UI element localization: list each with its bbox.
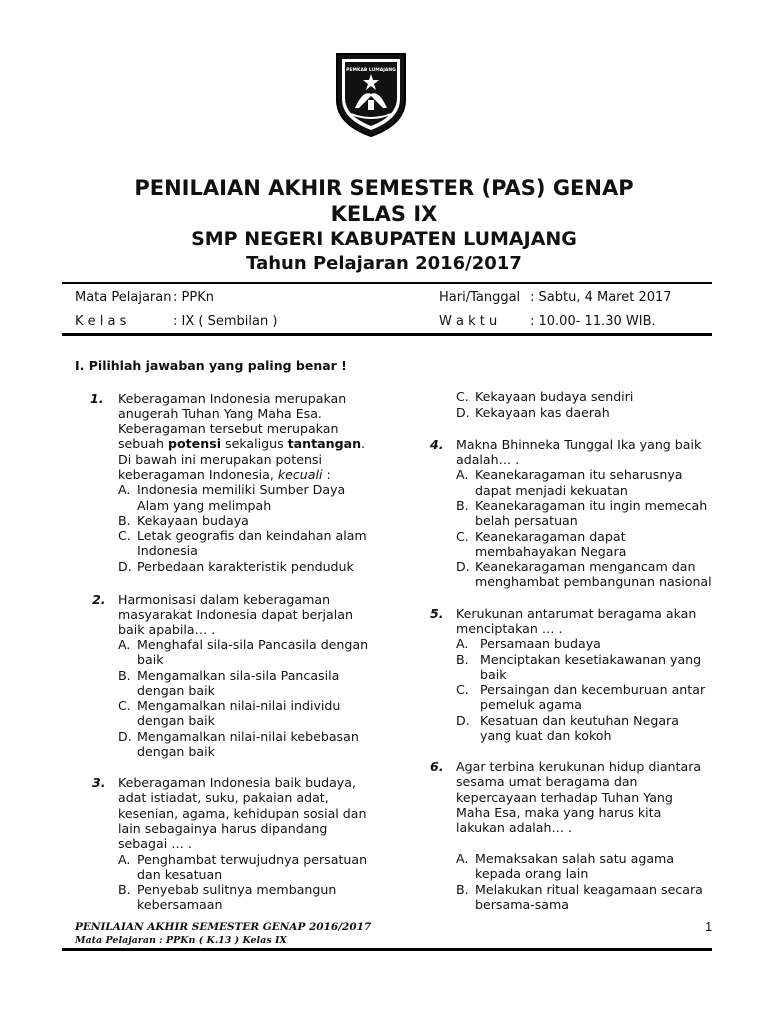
option-label: B. xyxy=(456,882,469,897)
option-label: A. xyxy=(118,852,131,867)
option-text: Kekayaan budaya xyxy=(137,513,249,528)
option-label: B. xyxy=(118,882,131,897)
option-text: Penghambat terwujudnya persatuan xyxy=(137,852,368,867)
option-text: Keanekaragaman itu ingin memecah xyxy=(475,498,708,513)
question-stem-line: adat istiadat, suku, pakaian adat, xyxy=(118,790,329,805)
option-text: Perbedaan karakteristik penduduk xyxy=(137,559,354,574)
option-text: Memaksakan salah satu agama xyxy=(475,851,675,866)
option-label: C. xyxy=(118,528,131,543)
option-label: C. xyxy=(118,698,131,713)
question-stem-line: Kerukunan antarumat beragama akan xyxy=(456,606,697,621)
option-text: dan kesatuan xyxy=(137,867,223,882)
question-stem-line: kesenian, agama, kehidupan sosial dan xyxy=(118,806,367,821)
option-label: C. xyxy=(456,389,469,404)
option-text: yang kuat dan kokoh xyxy=(480,728,612,743)
option-label: D. xyxy=(118,559,132,574)
option-text: Menciptakan kesetiakawanan yang xyxy=(480,652,702,667)
option-text: belah persatuan xyxy=(475,513,578,528)
option-text: Melakukan ritual keagamaan secara xyxy=(475,882,703,897)
year-title: Tahun Pelajaran 2016/2017 xyxy=(246,253,522,274)
question-number: 5. xyxy=(430,606,444,621)
question-stem-line: Agar terbina kerukunan hidup diantara xyxy=(456,759,702,774)
option-label: D. xyxy=(456,713,470,728)
option-label: A. xyxy=(456,636,469,651)
question-stem-line: Maha Esa, maka yang harus kita xyxy=(456,805,662,820)
option-text: dengan baik xyxy=(137,683,215,698)
option-label: A. xyxy=(118,637,131,652)
option-label: A. xyxy=(118,482,131,497)
footer-exam-title: PENILAIAN AKHIR SEMESTER GENAP 2016/2017 xyxy=(75,921,372,933)
subject-label: Mata Pelajaran xyxy=(75,290,172,305)
option-text: Keanekaragaman mengancam dan xyxy=(475,559,696,574)
question-stem-line: Harmonisasi dalam keberagaman xyxy=(118,592,331,607)
question-stem-line: menciptakan … . xyxy=(456,621,563,636)
option-text: baik xyxy=(480,667,507,682)
info-rule xyxy=(62,333,712,336)
time-value: : 10.00- 11.30 WIB. xyxy=(530,314,656,329)
question-stem-line: kepercayaan terhadap Tuhan Yang xyxy=(456,790,673,805)
subject-value: : PPKn xyxy=(173,290,214,305)
option-text: Penyebab sulitnya membangun xyxy=(137,882,337,897)
question-number: 3. xyxy=(92,775,106,790)
option-text: membahayakan Negara xyxy=(475,544,627,559)
option-text: Menghafal sila-sila Pancasila dengan xyxy=(137,637,369,652)
question-stem-line: sesama umat beragama dan xyxy=(456,774,638,789)
option-text: menghambat pembangunan nasional xyxy=(475,574,712,589)
option-text: bersama-sama xyxy=(475,897,569,912)
option-label: C. xyxy=(456,682,469,697)
page-number: 1 xyxy=(705,919,713,934)
footer-subject: Mata Pelajaran : PPKn ( K.13 ) Kelas IX xyxy=(75,935,287,946)
option-text: Letak geografis dan keindahan alam xyxy=(137,528,367,543)
question-stem-line: sebuah potensi sekaligus tantangan. xyxy=(118,436,366,451)
option-label: C. xyxy=(456,529,469,544)
option-text: Persaingan dan kecemburuan antar xyxy=(480,682,706,697)
option-text: Alam yang melimpah xyxy=(137,498,272,513)
exam-title: PENILAIAN AKHIR SEMESTER (PAS) GENAP xyxy=(134,176,634,200)
option-text: dengan baik xyxy=(137,744,215,759)
option-text: Indonesia xyxy=(137,543,198,558)
regency-crest-icon xyxy=(333,50,409,138)
question-number: 2. xyxy=(92,592,106,607)
question-stem-line: Keberagaman tersebut merupakan xyxy=(118,421,339,436)
class-title: KELAS IX xyxy=(330,202,438,226)
question-stem-line: masyarakat Indonesia dapat berjalan xyxy=(118,607,353,622)
option-label: D. xyxy=(456,559,470,574)
date-value: : Sabtu, 4 Maret 2017 xyxy=(530,290,672,305)
option-text: Mengamalkan nilai-nilai individu xyxy=(137,698,341,713)
option-text: kebersamaan xyxy=(137,897,223,912)
option-text: dapat menjadi kekuatan xyxy=(475,483,628,498)
question-stem-line: Keberagaman Indonesia merupakan xyxy=(118,391,347,406)
class-value: : IX ( Sembilan ) xyxy=(173,314,278,329)
question-stem-line: lakukan adalah… . xyxy=(456,820,573,835)
option-text: baik xyxy=(137,652,164,667)
option-label: B. xyxy=(118,668,131,683)
question-stem-line: lain sebagainya harus dipandang xyxy=(118,821,328,836)
question-stem-line: sebagai … . xyxy=(118,836,192,851)
section-instruction: I. Pilihlah jawaban yang paling benar ! xyxy=(75,358,347,373)
logo-text: PEMKAB LUMAJANG xyxy=(346,68,396,73)
option-text: dengan baik xyxy=(137,713,215,728)
question-stem-line: keberagaman Indonesia, kecuali : xyxy=(118,467,331,482)
option-text: pemeluk agama xyxy=(480,697,582,712)
date-label: Hari/Tanggal xyxy=(439,290,521,305)
time-label: W a k t u xyxy=(439,314,498,329)
question-stem-line: anugerah Tuhan Yang Maha Esa. xyxy=(118,406,322,421)
option-text: Keanekaragaman itu seharusnya xyxy=(475,467,683,482)
school-title: SMP NEGERI KABUPATEN LUMAJANG xyxy=(191,228,577,250)
question-number: 6. xyxy=(430,759,444,774)
question-number: 4. xyxy=(430,437,444,452)
question-stem-line: Makna Bhinneka Tunggal Ika yang baik xyxy=(456,437,702,452)
option-label: B. xyxy=(456,498,469,513)
option-text: Kesatuan dan keutuhan Negara xyxy=(480,713,679,728)
option-label: A. xyxy=(456,467,469,482)
option-label: B. xyxy=(456,652,469,667)
option-text: Kekayaan budaya sendiri xyxy=(475,389,634,404)
question-stem-line: Keberagaman Indonesia baik budaya, xyxy=(118,775,356,790)
header-rule xyxy=(62,282,712,284)
question-stem-line: Di bawah ini merupakan potensi xyxy=(118,452,322,467)
question-stem-line: baik apabila… . xyxy=(118,622,216,637)
option-text: Mengamalkan nilai-nilai kebebasan xyxy=(137,729,359,744)
option-label: B. xyxy=(118,513,131,528)
option-text: Indonesia memiliki Sumber Daya xyxy=(137,482,346,497)
option-text: Persamaan budaya xyxy=(480,636,601,651)
option-text: Kekayaan kas daerah xyxy=(475,405,610,420)
option-label: A. xyxy=(456,851,469,866)
class-label: K e l a s xyxy=(75,314,127,329)
question-stem-line: adalah… . xyxy=(456,452,520,467)
question-number: 1. xyxy=(90,391,104,406)
option-text: Mengamalkan sila-sila Pancasila xyxy=(137,668,340,683)
option-text: kepada orang lain xyxy=(475,866,589,881)
option-label: D. xyxy=(118,729,132,744)
footer-rule xyxy=(62,948,712,951)
option-label: D. xyxy=(456,405,470,420)
option-text: Keanekaragaman dapat xyxy=(475,529,626,544)
